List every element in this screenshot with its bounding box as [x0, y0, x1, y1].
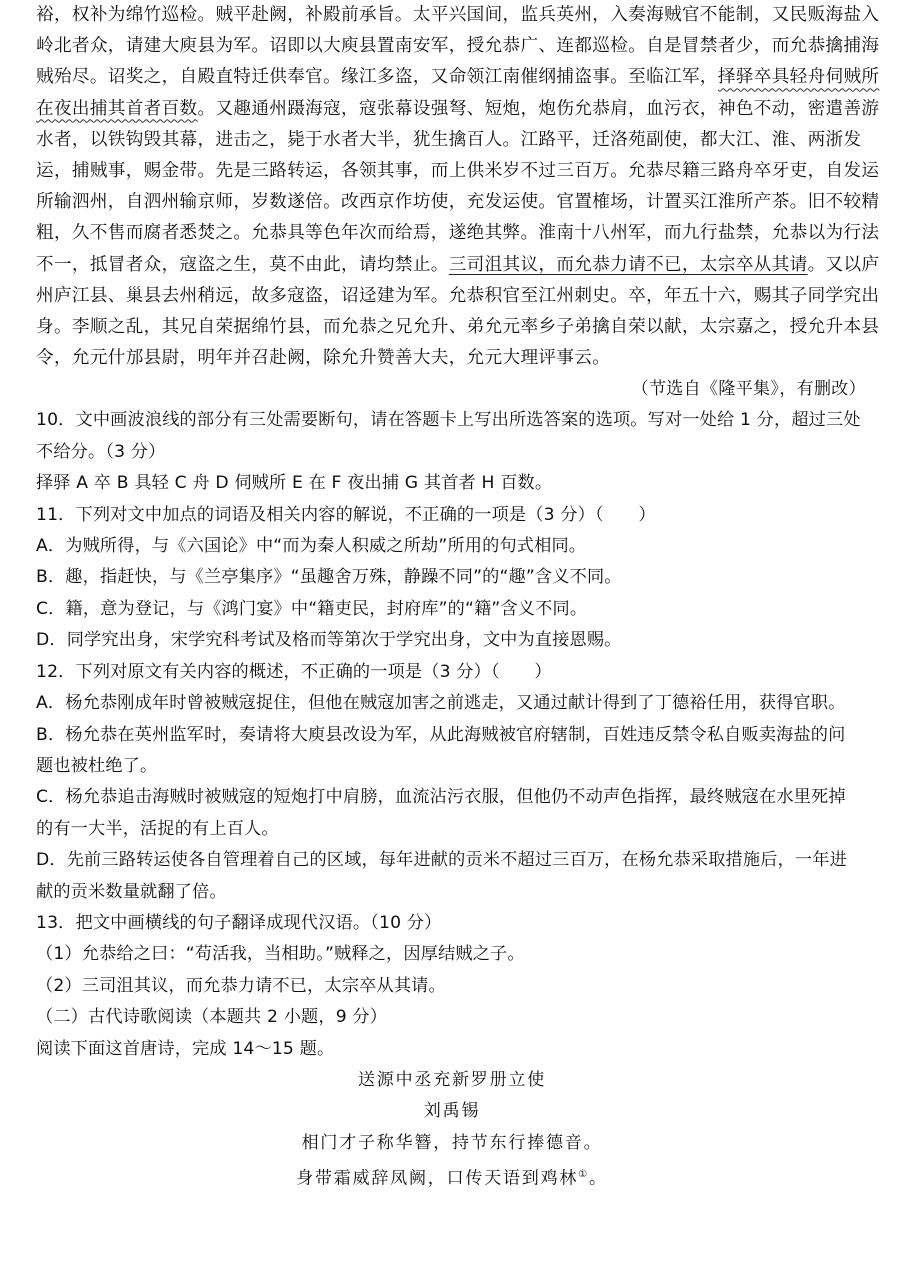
option-d: D．先前三路转运使各自管理着自己的区域，每年进献的贡米不超过三百万，在杨允恭采取措施后，一年进 — [36, 850, 847, 871]
question-text: 择驿 A 卒 B 具轻 C 舟 D 伺贼所 E 在 F 夜出捕 G 其首者 H 百数。 — [36, 473, 553, 494]
poem-text: 。 — [588, 1169, 608, 1190]
poem-line — [36, 1159, 868, 1195]
option-c: C．籍，意为登记，与《鸿门宴》中“籍吏民，封府库”的“籍”含义不同。 — [36, 598, 588, 619]
question-stem: 12．下列对原文有关内容的概述，不正确的一项是（3 分）（ ） — [36, 661, 552, 682]
passage-line: 所输泗州，自泗州输京师，岁数遂倍。改西京作坊使，充发运使。官置榷场，计置买江淮所产茶。旧不较精 — [36, 192, 880, 213]
question-11 — [36, 500, 868, 657]
question-12 — [36, 657, 868, 908]
option-a: A．杨允恭刚成年时曾被贼寇捉住，但他在贼寇加害之前逃走，又通过献计得到了丁德裕任用，获得官职。 — [36, 693, 846, 714]
question-stem: 13．把文中画横线的句子翻译成现代汉语。（10 分） — [36, 912, 442, 933]
option-b: B．趣，指赶快，与《兰亭集序》“虽趣舍万殊，静躁不同”的“趣”含义不同。 — [36, 567, 622, 588]
question-13 — [36, 908, 868, 1065]
source-citation: （节选自《隆平集》，有删改） — [631, 379, 866, 400]
passage-line: 运，捕贼事，赐金带。先是三路转运，各领其事，而上供米岁不过三百万。允恭尽籍三路舟卒牙吏，自发运 — [36, 161, 880, 182]
footnote-marker: ① — [578, 1169, 589, 1181]
option-c-cont: 的有一大半，活捉的有上百人。 — [36, 818, 279, 839]
instruction: 阅读下面这首唐诗，完成 14～15 题。 — [36, 1038, 335, 1059]
classical-passage — [36, 0, 880, 405]
question-10 — [36, 405, 868, 499]
passage-line: 岭北者众，请建大庾县为军。诏即以大庾县置南安军，授允恭广、连都巡检。自是冒禁者少，而允恭擒捕海 — [36, 36, 880, 57]
passage-text: 。又趣通州蹑海寇，寇张幕设强弩、短炮，炮伤允恭肩，血污衣，神色不动，密遣善游 — [197, 98, 880, 119]
poem-text: 身带霜威辞凤阙，口传天语到鸡林 — [296, 1169, 579, 1190]
passage-line: 粗，久不售而腐者悉焚之。允恭具等色年次而给焉，遂绝其弊。淮南十八州军，而九行盐禁，允恭以为行法 — [36, 223, 880, 244]
poem-author: 刘禹锡 — [423, 1101, 481, 1122]
option-d: D．同学究出身，宋学究科考试及格而等第次于学究出身，文中为直接恩赐。 — [36, 630, 622, 651]
passage-line — [36, 94, 880, 125]
passage-text: 贼殆尽。诏奖之，自殿直特迁供奉官。缘江多盗，又命领江南催纲捕盗事。至临江军， — [36, 67, 718, 88]
poem — [36, 1065, 868, 1196]
poem-line: 相门才子称华簪，持节东行捧德音。 — [301, 1132, 603, 1153]
underlined-sentence: 三司沮其议，而允恭力请不已，太宗卒从其请 — [448, 254, 808, 275]
question-stem: 11．下列对文中加点的词语及相关内容的解说，不正确的一项是（3 分）（ ） — [36, 504, 656, 525]
wavy-underlined-text: 择驿卒具轻舟伺贼所 — [717, 67, 880, 88]
section-heading: （二）古代诗歌阅读（本题共 2 小题，9 分） — [36, 1007, 388, 1028]
option-c: C．杨允恭追击海贼时被贼寇的短炮打中肩膀，血流沾污衣服，但他仍不动声色指挥，最终贼寇在水里死掉 — [36, 787, 846, 808]
option-b-cont: 题也被杜绝了。 — [36, 755, 158, 776]
passage-line — [36, 62, 880, 93]
question-text: 10．文中画波浪线的部分有三处需要断句，请在答题卡上写出所选答案的选项。写对一处给 1 分，超过三处 — [36, 410, 861, 431]
option-a: A．为贼所得，与《六国论》中“而为秦人积威之所劫”所用的句式相同。 — [36, 536, 587, 557]
passage-line: 令，允元什邡县尉，明年并召赴阙，除允升赞善大夫，允元大理评事云。 — [36, 348, 611, 369]
passage-line: 州庐江县、巢县去州稍远，故多寇盗，诏迳建为军。允恭积官至江州刺史。卒，年五十六，赐其子同学究出 — [36, 285, 880, 306]
question-text: 不给分。（3 分） — [36, 441, 166, 462]
passage-line — [36, 250, 880, 281]
wavy-underlined-text: 在夜出捕其首者百数 — [36, 98, 198, 119]
subquestion-2: （2）三司沮其议，而允恭力请不已，太宗卒从其请。 — [36, 975, 446, 996]
poem-title: 送源中丞充新罗册立使 — [358, 1069, 546, 1090]
passage-line: 裕，权补为绵竹巡检。贼平赴阙，补殿前承旨。太平兴国间，监兵英州，入奏海贼官不能制，又民贩海盐入 — [36, 5, 880, 25]
passage-line: 水者，以铁钩毁其幕，进击之，毙于水者大半，犹生擒百人。江路平，迁洛苑副使，都大江、淮、两浙发 — [36, 129, 862, 150]
passage-text: 不一，抵冒者众，寇盗之生，莫不由此，请均禁止。 — [36, 254, 449, 275]
passage-text: 。又以庐 — [807, 254, 880, 275]
subquestion-1: （1）允恭给之曰：“苟活我，当相助。”贼释之，因厚结贼之子。 — [36, 944, 525, 965]
option-d-cont: 献的贡米数量就翻了倍。 — [36, 881, 227, 902]
option-b: B．杨允恭在英州监军时，奏请将大庾县改设为军，从此海贼被官府辖制，百姓违反禁令私自贩卖海盐的问 — [36, 724, 846, 745]
passage-line: 身。李顺之乱，其兄自荣据绵竹县，而允恭之兄允升、弟允元率乡子弟擒自荣以献，太宗嘉之，授允升本县 — [36, 317, 880, 338]
